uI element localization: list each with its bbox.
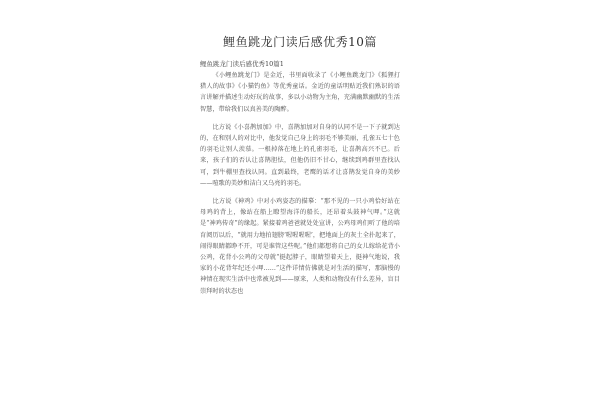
paragraph: 《小鲤鱼跳龙门》是金近，书里面收录了《小鲤鱼跳龙门》《狐狸打猎人的故事》《小猫钓鱼》等优秀童话。金近的童话明贴近我们熟识的语言讲解并描述生动好玩的故事，多以小动物为主角，充满幽默幽默的生活智慧，带给我们以真善美的陶醉。 xyxy=(200,72,400,113)
document-body xyxy=(200,70,400,304)
section-heading: 鲤鱼跳龙门读后感优秀10篇1 xyxy=(200,60,284,68)
page-title: 鲤鱼跳龙门读后感优秀10篇 xyxy=(223,35,377,49)
paragraph: 比方说《神鸡》中对小鸡姿态的描摹：“那不见的一只小鸡恰好站在母鸡的背上，像站在船上瞭望海洋的船长，还昂着头鼓神气呷。”这就是“神鸡传奇”的缘起。紧接着鸡爸爸就处处宣讲，公鸡母鸡们听了他的培育阅历以后，“就用力地拍翅膀‘喔喔喔喔’，把地面上的灰土全扑起来了，闹得眼睛都睁不开，可是谁管这些呢。”他们都想将自己的女儿嫁给花背小公鸡，花背小公鸡的父母就“挺起脖子，眼睛望着天上，挺神气地说，我家的小花背年纪还小呷……”这件详情仿佛就是对生活的描写，那脑慢的神情在现实生活中也常被见到——原来，人类和动物没有什么差异，盲目崇拜时的状态也 xyxy=(200,198,400,295)
paragraph: 比方说《小喜鹊加加》中，喜鹊加加对自身的认同不是一下子就到达的，在和别人的对比中，他发觉自己身上的羽毛不够美丽，孔雀五七十色的羽毛让别人羡慕。一根掉落在地上的孔雀羽毛，让喜鹊高兴不已。后来，孩子们的否认让喜鹊胆怯，但他仍旧不甘心，继续到鸡群里查找认可，到牛棚里查找认同。直到最终，老鹰的话才让喜鹊发觉自身的美妙——喧歌的美妙和洁白又乌亮的羽毛。 xyxy=(200,123,400,187)
